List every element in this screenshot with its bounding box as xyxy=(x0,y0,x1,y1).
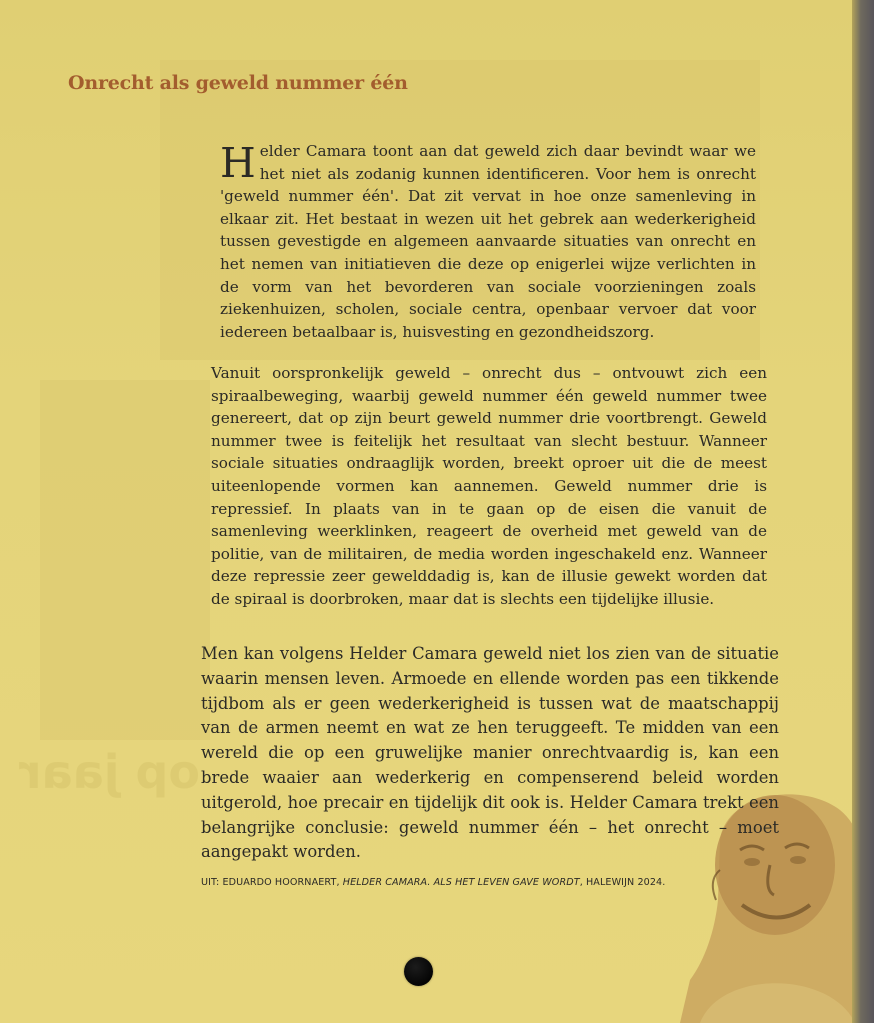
source-suffix: , HALEWIJN 2024. xyxy=(579,877,666,888)
show-through-block xyxy=(40,380,210,740)
paragraph-1 xyxy=(220,140,756,343)
paragraph-1-text: elder Camara toont aan dat geweld zich daar bevindt waar we het niet als zodanig kunnen identificeren. Voor hem is onrecht 'geweld nummer één'. Dat zit vervat in hoe onze samenleving in elkaar zit. Het bestaat in wezen uit het gebrek aan wederkerigheid tussen gevestigde en algemeen aanvaarde situaties van onrecht en het nemen van initiatieven die deze op enigerlei wijze verlichten in de vorm van het bevorderen van sociale voorzieningen zoals ziekenhuizen, scholen, sociale centra, openbaar vervoer dat voor iedereen betaalbaar is, huisvesting en gezondheidszorg. xyxy=(220,142,756,341)
section-heading: Onrecht als geweld nummer één xyxy=(68,72,408,94)
source-prefix: UIT: EDUARDO HOORNAERT, xyxy=(201,877,343,888)
source-book-title: HELDER CAMARA. ALS HET LEVEN GAVE WORDT xyxy=(342,877,580,888)
page-edge-shadow xyxy=(852,0,874,1023)
punch-hole xyxy=(404,957,433,986)
paragraph-3: Men kan volgens Helder Camara geweld niet los zien van de situatie waarin mensen leven. Armoede en ellende worden pas een tikkende tijdbom als er geen wederkerigheid is tussen wat de maatschappij van de armen neemt en wat ze hen teruggeeft. Te midden van een wereld die op een gruwelijke manier onrechtvaardig is, kan een brede waaier aan wederkerig en compenserend beleid worden uitgerold, hoe precair en tijdelijk dit ook is. Helder Camara trekt een belangrijke conclusie: geweld nummer één – het onrecht – moet aangepakt worden. xyxy=(201,644,779,862)
source-citation xyxy=(201,877,665,888)
show-through-text: op jaar xyxy=(18,745,200,799)
paragraph-2: Vanuit oorspronkelijk geweld – onrecht dus – ontvouwt zich een spiraalbeweging, waarbij geweld nummer één geweld nummer twee genereert, dat op zijn beurt geweld nummer drie voortbrengt. Geweld nummer twee is feitelijk het resultaat van slecht bestuur. Wanneer sociale situaties ondraaglijk worden, breekt oproer uit die de meest uiteenlopende vormen kan aannemen. Geweld nummer drie is repressief. In plaats van in te gaan op de eisen die vanuit de samenleving weerklinken, reageert de overheid met geweld van de politie, van de militairen, de media worden ingeschakeld enz. Wanneer deze repressie zeer gewelddadig is, kan de illusie gewekt worden dat de spiraal is doorbroken, maar dat is slechts een tijdelijke illusie. xyxy=(211,364,767,608)
drop-cap: H xyxy=(220,139,256,187)
